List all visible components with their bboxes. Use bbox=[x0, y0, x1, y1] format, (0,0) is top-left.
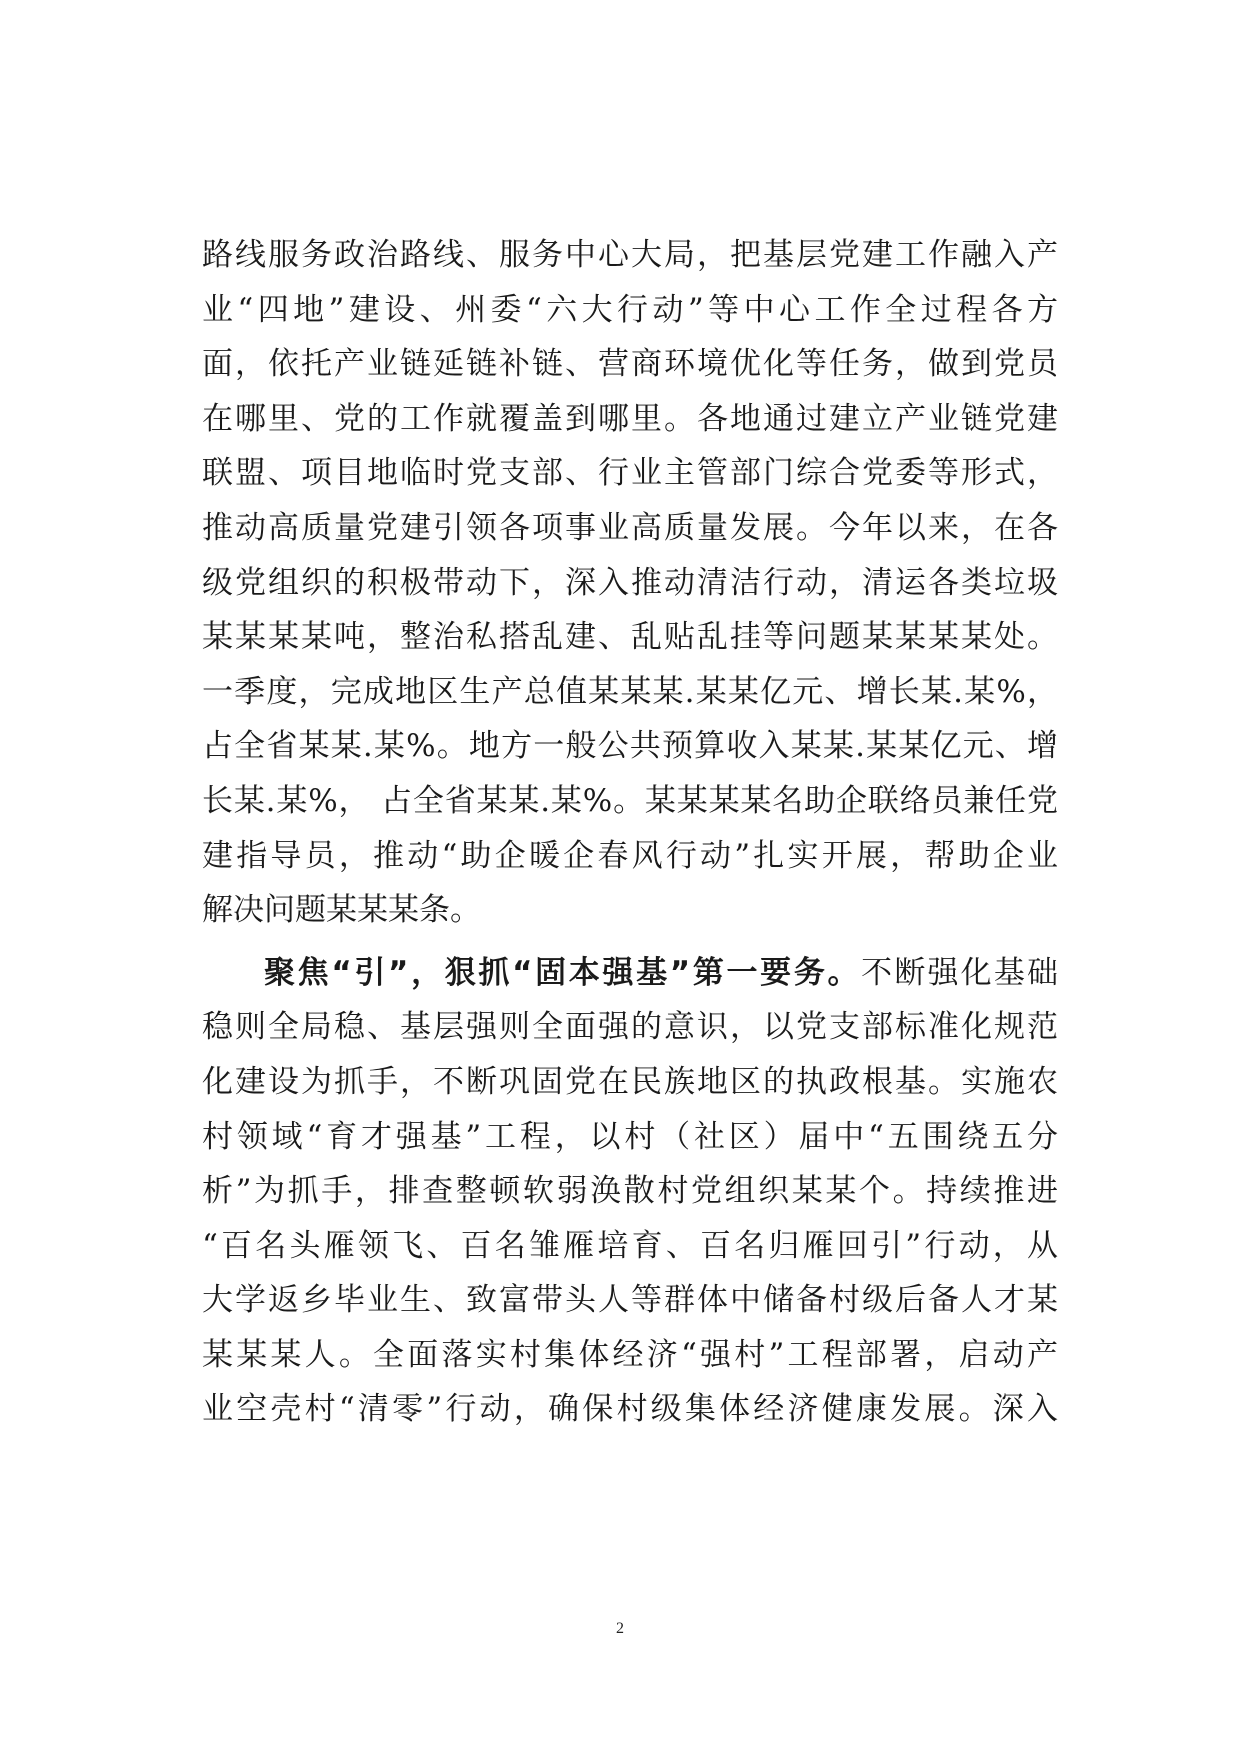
paragraph-1-line-3: 面，依托产业链延链补链、营商环境优化等任务，做到党员 bbox=[202, 346, 1058, 383]
paragraph-1-line-6: 推动高质量党建引领各项事业高质量发展。今年以来，在各 bbox=[202, 509, 1058, 546]
paragraph-1-line-9: 一季度，完成地区生产总值某某某.某某亿元、增长某.某%， bbox=[202, 673, 1058, 710]
paragraph-2-line-7: 大学返乡毕业生、致富带头人等群体中储备村级后备人才某 bbox=[202, 1282, 1058, 1319]
paragraph-2-heading: 聚焦“引”，狠抓“固本强基”第一要务。 bbox=[264, 954, 862, 991]
paragraph-1-line-11: 长某.某%， 占全省某某.某%。某某某某名助企联络员兼任党 bbox=[202, 782, 1058, 819]
paragraph-2-line-4: 村领域“育才强基”工程，以村（社区）届中“五围绕五分 bbox=[202, 1118, 1058, 1155]
paragraph-1-line-5: 联盟、项目地临时党支部、行业主管部门综合党委等形式， bbox=[202, 455, 1058, 492]
paragraph-gap bbox=[202, 938, 1058, 946]
paragraph-2-line-1 bbox=[202, 946, 1058, 1001]
page-number: 2 bbox=[616, 1620, 624, 1637]
paragraph-2-line-3: 化建设为抓手，不断巩固党在民族地区的执政根基。实施农 bbox=[202, 1063, 1058, 1100]
paragraph-1-line-1: 路线服务政治路线、服务中心大局，把基层党建工作融入产 bbox=[202, 237, 1058, 273]
paragraph-1-line-4: 在哪里、党的工作就覆盖到哪里。各地通过建立产业链党建 bbox=[202, 400, 1058, 437]
paragraph-2-line-5: 析”为抓手，排查整顿软弱涣散村党组织某某个。持续推进 bbox=[202, 1173, 1058, 1210]
paragraph-2-line-9: 业空壳村“清零”行动，确保村级集体经济健康发展。深入 bbox=[202, 1391, 1058, 1428]
paragraph-1-line-10: 占全省某某.某%。地方一般公共预算收入某某.某某亿元、增 bbox=[202, 728, 1058, 765]
paragraph-2-line-6: “百名头雁领飞、百名雏雁培育、百名归雁回引”行动，从 bbox=[202, 1227, 1058, 1264]
paragraph-2-line-8: 某某某人。全面落实村集体经济“强村”工程部署，启动产 bbox=[202, 1336, 1058, 1373]
paragraph-1-line-2: 业“四地”建设、州委“六大行动”等中心工作全过程各方 bbox=[202, 291, 1058, 328]
paragraph-2-first-line-text: 不断强化基础 bbox=[861, 954, 1059, 991]
paragraph-1-line-7: 级党组织的积极带动下，深入推动清洁行动，清运各类垃圾 bbox=[202, 564, 1058, 601]
paragraph-1-line-8: 某某某某吨，整治私搭乱建、乱贴乱挂等问题某某某某处。 bbox=[202, 619, 1058, 656]
paragraph-2 bbox=[202, 946, 1058, 1437]
paragraph-2-line-2: 稳则全局稳、基层强则全面强的意识，以党支部标准化规范 bbox=[202, 1009, 1058, 1046]
paragraph-1-line-13: 解决问题某某某条。 bbox=[202, 892, 481, 929]
paragraph-1 bbox=[202, 228, 1058, 938]
paragraph-1-line-12: 建指导员，推动“助企暖企春风行动”扎实开展，帮助企业 bbox=[202, 837, 1058, 874]
body-text bbox=[202, 228, 1058, 1437]
